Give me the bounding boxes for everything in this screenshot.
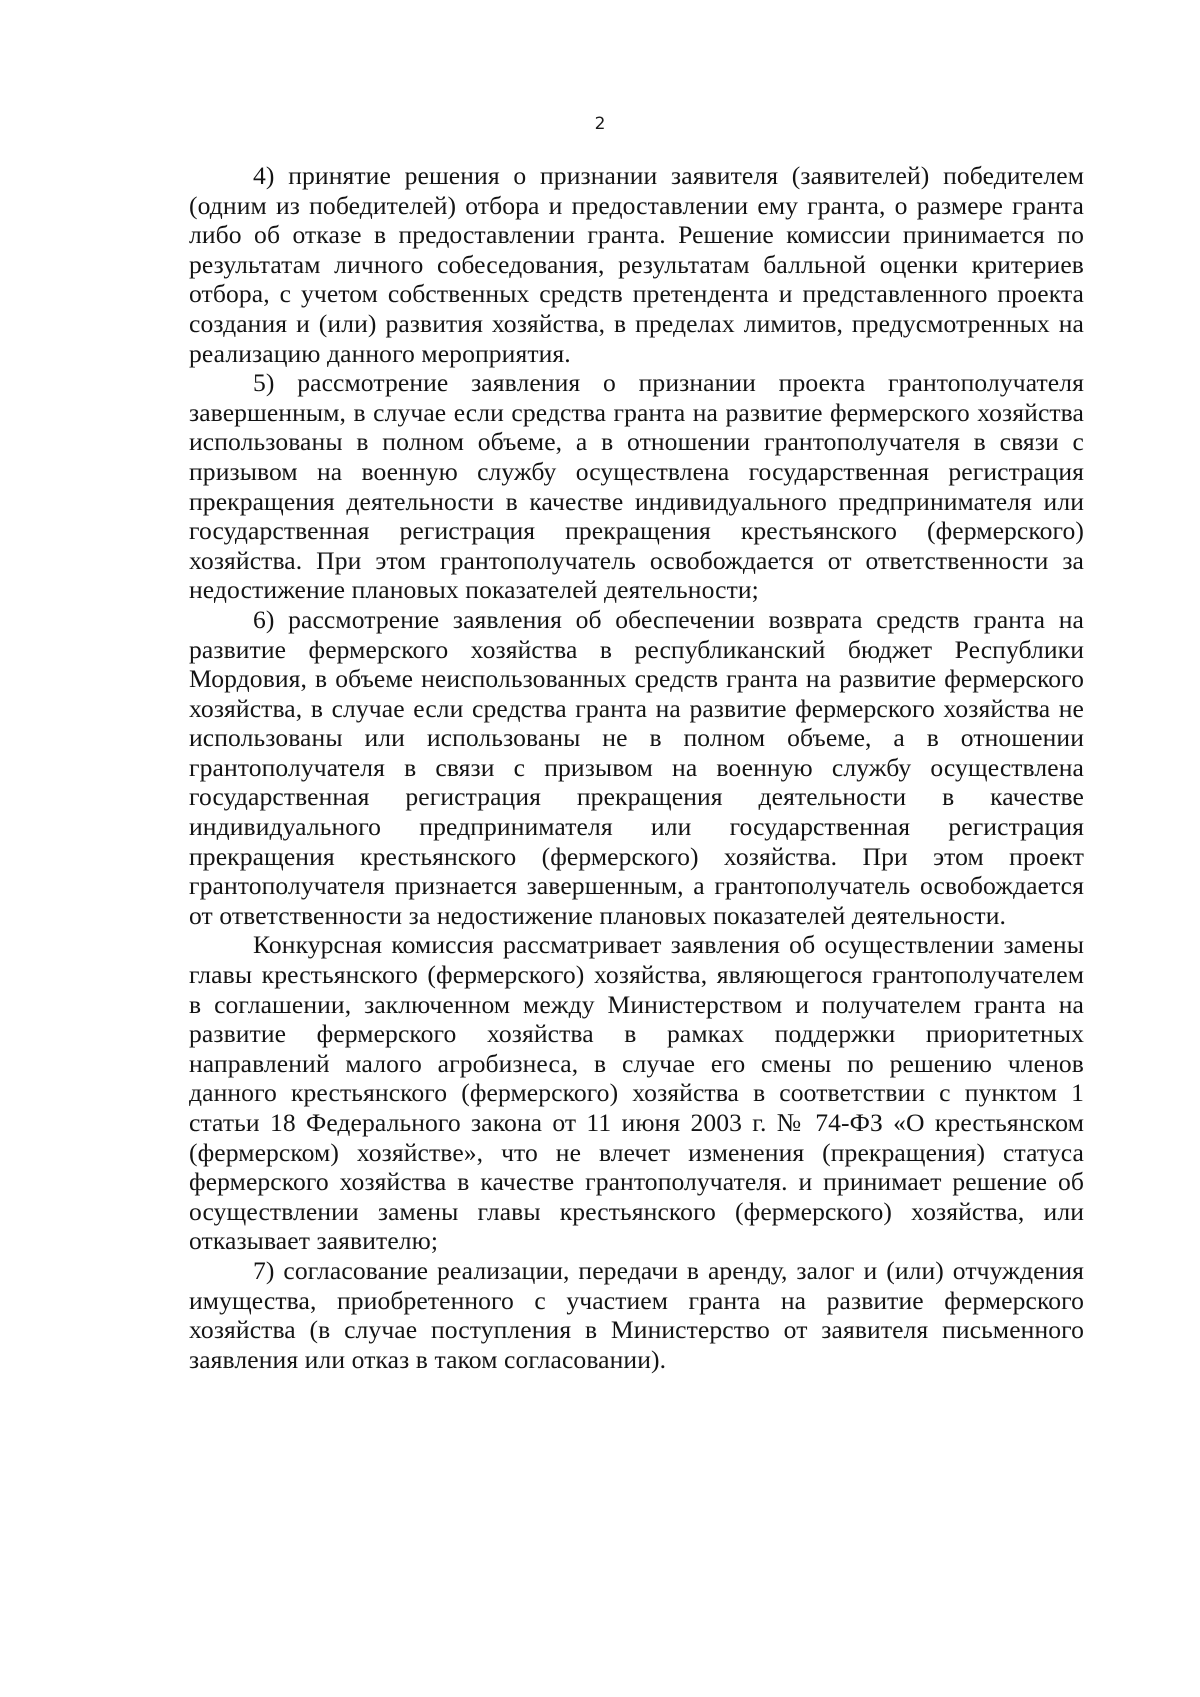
paragraph-item-5: 5) рассмотрение заявления о признании проекта грантополучателя завершенным, в случае если средства гранта на развитие фермерского хозяйства использованы в полном объеме, а в отношении грантополучателя в связи с призывом на военную службу осуществлена государственная регистрация прекращения деятельности в качестве индивидуального предпринимателя или государственная регистрация прекращения крестьянского (фермерского) хозяйства. При этом грантополучатель освобождается от ответственности за недостижение плановых показателей деятельности; (189, 368, 1084, 605)
paragraph-item-7: 7) согласование реализации, передачи в аренду, залог и (или) отчуждения имущества, приобретенного с участием гранта на развитие фермерского хозяйства (в случае поступления в Министерство от заявителя письменного заявления или отказ в таком согласовании). (189, 1255, 1084, 1374)
page-number: 2 (594, 114, 606, 134)
paragraph-commission: Конкурсная комиссия рассматривает заявления об осуществлении замены главы крестьянского (фермерского) хозяйства, являющегося грантополучателем в соглашении, заключенном между Министерством и получателем гранта на развитие фермерского хозяйства в рамках поддержки приоритетных направлений малого агробизнеса, в случае его смены по решению членов данного крестьянского (фермерского) хозяйства в соответствии с пунктом 1 статьи 18 Федерального закона от 11 июня 2003 г. № 74-ФЗ «О крестьянском (фермерском) хозяйстве», что не влечет изменения (прекращения) статуса фермерского хозяйства в качестве грантополучателя. и принимает решение об осуществлении замены главы крестьянского (фермерского) хозяйства, или отказывает заявителю; (189, 930, 1084, 1256)
paragraph-item-4: 4) принятие решения о признании заявителя (заявителей) победителем (одним из победителей) отбора и предоставлении ему гранта, о размере гранта либо об отказе в предоставлении гранта. Решение комиссии принимается по результатам личного собеседования, результатам балльной оценки критериев отбора, с учетом собственных средств претендента и представленного проекта создания и (или) развития хозяйства, в пределах лимитов, предусмотренных на реализацию данного мероприятия. (189, 161, 1084, 368)
paragraph-item-6: 6) рассмотрение заявления об обеспечении возврата средств гранта на развитие фермерского хозяйства в республиканский бюджет Республики Мордовия, в объеме неиспользованных средств гранта на развитие фермерского хозяйства, в случае если средства гранта на развитие фермерского хозяйства не использованы или использованы не в полном объеме, а в отношении грантополучателя в связи с призывом на военную службу осуществлена государственная регистрация прекращения деятельности в качестве индивидуального предпринимателя или государственная регистрация прекращения крестьянского (фермерского) хозяйства. При этом проект грантополучателя признается завершенным, а грантополучатель освобождается от ответственности за недостижение плановых показателей деятельности. (189, 604, 1084, 930)
document-body (189, 161, 1084, 1374)
